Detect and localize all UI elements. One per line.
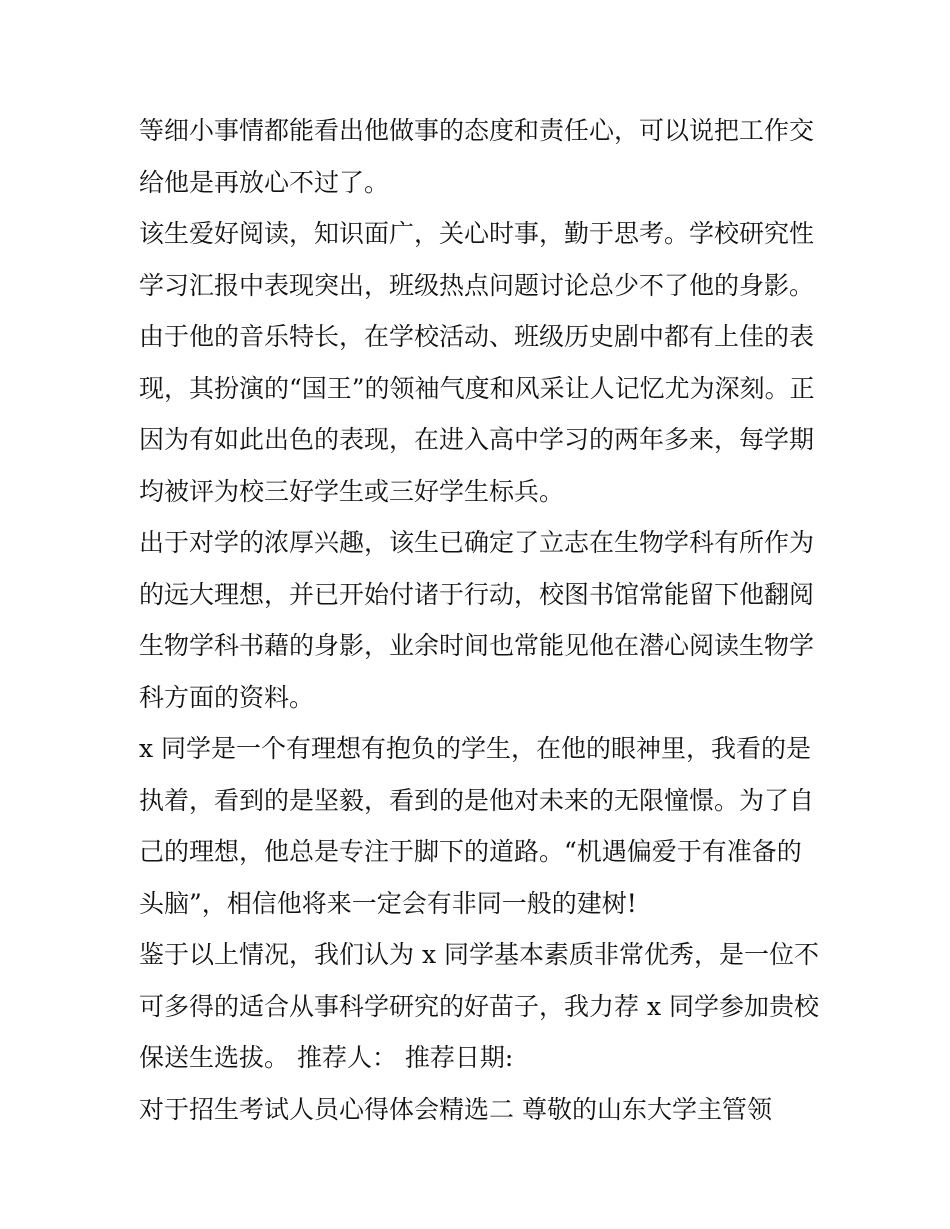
- text-line: 保送生选拔。 推荐人： 推荐日期:: [139, 1043, 514, 1072]
- text-line: 等细小事情都能看出他做事的态度和责任心，可以说把工作交: [139, 116, 815, 145]
- paragraph-reading-and-activities: [139, 208, 819, 517]
- text-line: 鉴于以上情况，我们认为 x 同学基本素质非常优秀，是一位不: [139, 940, 819, 969]
- text-line: 均被评为校三好学生或三好学生标兵。: [139, 476, 565, 506]
- text-line: 的远大理想，并已开始付诸于行动，校图书馆常能留下他翻阅: [139, 579, 815, 609]
- paragraph-ideals: [139, 723, 819, 929]
- text-line: 因为有如此出色的表现，在进入高中学习的两年多来，每学期: [139, 425, 815, 454]
- text-line: 执着，看到的是坚毅，看到的是他对未来的无限憧憬。为了自: [139, 785, 815, 815]
- text-line: 现，其扮演的“国王”的领袖气度和风采让人记忆尤为深刻。正: [139, 373, 815, 403]
- paragraph-recommendation: [139, 929, 819, 1084]
- text-line: 学习汇报中表现突出，班级热点问题讨论总少不了他的身影。: [139, 270, 815, 300]
- text-line: 头脑”，相信他将来一定会有非同一般的建树!: [139, 888, 637, 918]
- document-body: [139, 105, 819, 1135]
- text-line: x 同学是一个有理想有抱负的学生，在他的眼神里，我看的是: [139, 734, 812, 763]
- paragraph-biology-interest: [139, 517, 819, 723]
- text-line: 出于对学的浓厚兴趣，该生已确定了立志在生物学科有所作为: [139, 528, 815, 557]
- paragraph-work-attitude: [139, 105, 819, 208]
- text-line: 生物学科书藉的身影，业余时间也常能见他在潜心阅读生物学: [139, 631, 815, 660]
- text-line: 科方面的资料。: [139, 682, 315, 712]
- text-line: 己的理想，他总是专注于脚下的道路。“机遇偏爱于有准备的: [139, 837, 802, 866]
- text-line: 该生爱好阅读，知识面广，关心时事，勤于思考。学校研究性: [139, 219, 815, 248]
- text-line: 可多得的适合从事科学研究的好苗子，我力荐 x 同学参加贵校: [139, 991, 819, 1021]
- text-line: 对于招生考试人员心得体会精选二 尊敬的山东大学主管领: [139, 1094, 772, 1124]
- text-line: 由于他的音乐特长，在学校活动、班级历史剧中都有上佳的表: [139, 322, 815, 351]
- paragraph-next-section: [139, 1084, 819, 1136]
- text-line: 给他是再放心不过了。: [139, 167, 390, 197]
